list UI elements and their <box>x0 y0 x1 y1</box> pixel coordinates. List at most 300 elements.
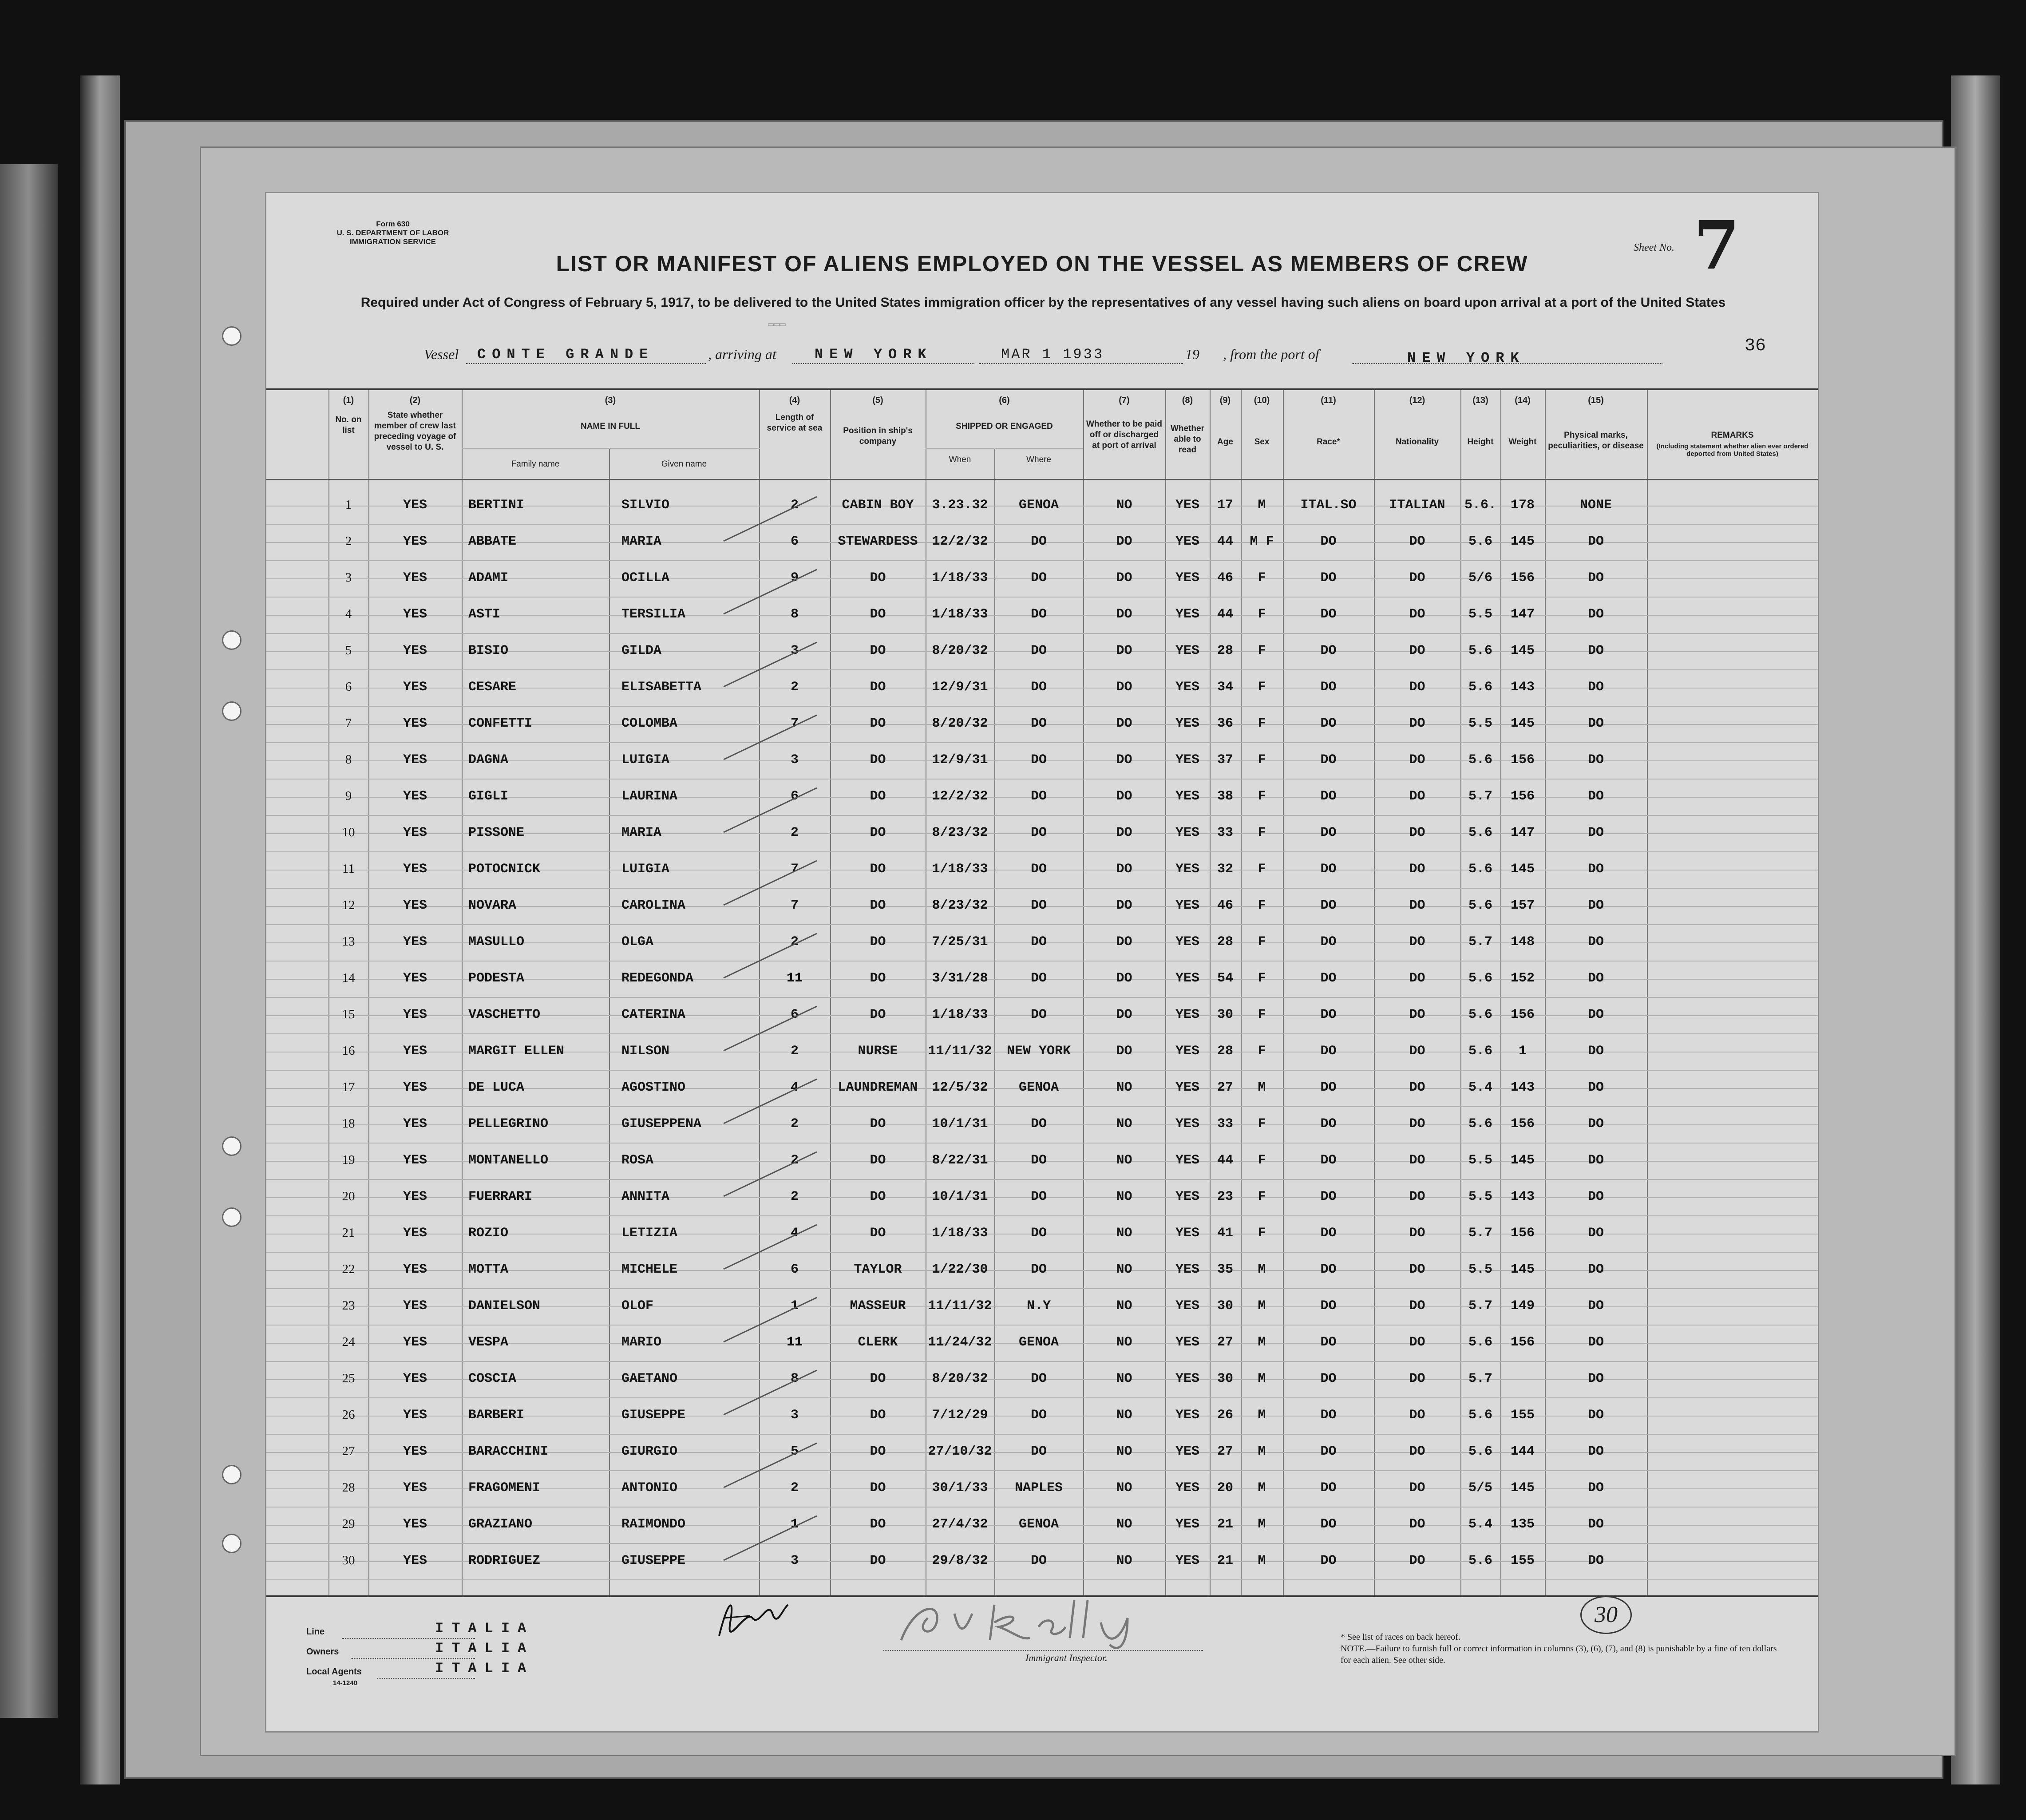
given-name: MICHELE <box>621 1262 678 1277</box>
family-name: RODRIGUEZ <box>468 1553 541 1568</box>
penalty-note: NOTE.—Failure to furnish full or correct information in columns (3), (6), (7), and (8) is punishable by a fine of ten dollars for each alien. See other side. <box>1341 1644 1777 1665</box>
given-name: RAIMONDO <box>621 1517 686 1532</box>
race: DO <box>1320 1444 1337 1459</box>
pencil-tick-marks <box>715 390 937 1589</box>
weight: 145 <box>1510 643 1535 658</box>
age: 34 <box>1217 680 1233 695</box>
family-name: POTOCNICK <box>468 862 541 877</box>
paid-off: DO <box>1116 971 1132 986</box>
race: DO <box>1320 1189 1337 1204</box>
binder-hole <box>222 1136 241 1156</box>
family-name: VASCHETTO <box>468 1007 541 1022</box>
nationality: DO <box>1409 752 1425 768</box>
height: 5.7 <box>1468 1226 1492 1241</box>
service-length: 8 <box>790 607 799 622</box>
row-number: 22 <box>342 1262 355 1276</box>
family-name: DANIELSON <box>468 1298 541 1314</box>
crew-status: YES <box>403 825 427 840</box>
position: MASSEUR <box>850 1298 906 1314</box>
weight: 145 <box>1510 1480 1535 1496</box>
given-name: GIURGIO <box>621 1444 678 1459</box>
shipped-where: DO <box>1030 1444 1047 1459</box>
sex: M <box>1258 498 1266 513</box>
paid-off: DO <box>1116 570 1132 586</box>
col-header-name-in-full: NAME IN FULL <box>580 422 641 431</box>
shipped-where: NEW YORK <box>1006 1044 1071 1059</box>
race: DO <box>1320 1371 1337 1386</box>
height: 5.6. <box>1464 498 1496 513</box>
shipped-where: DO <box>1030 1371 1047 1386</box>
row-number: 26 <box>342 1408 355 1422</box>
paid-off: DO <box>1116 534 1132 549</box>
age: 27 <box>1217 1080 1233 1095</box>
shipped-where: N.Y <box>1026 1298 1051 1314</box>
weight: 156 <box>1510 752 1535 768</box>
sex: M <box>1258 1408 1266 1423</box>
family-name: PELLEGRINO <box>468 1116 549 1132</box>
crew-status: YES <box>403 789 427 804</box>
given-name: MARIA <box>621 825 662 840</box>
shipped-when: 8/20/32 <box>932 643 988 658</box>
page-title: LIST OR MANIFEST OF ALIENS EMPLOYED ON THE VESSEL AS MEMBERS OF CREW <box>556 251 1528 276</box>
height: 5.6 <box>1468 1335 1492 1350</box>
crew-status: YES <box>403 1262 427 1277</box>
sex: M <box>1258 1553 1266 1568</box>
col-header-remarks-note: (Including statement whether alien ever ordered deported from United States) <box>1656 443 1808 458</box>
department-name: U. S. DEPARTMENT OF LABOR <box>336 229 449 237</box>
position: DO <box>870 1116 886 1132</box>
family-name: MOTTA <box>468 1262 509 1277</box>
height: 5.7 <box>1468 1371 1492 1386</box>
family-name: FUERRARI <box>468 1189 533 1204</box>
family-name: ROZIO <box>468 1226 509 1241</box>
age: 30 <box>1217 1007 1233 1022</box>
race: DO <box>1320 898 1337 913</box>
owners-label: Owners <box>306 1647 339 1657</box>
nationality: DO <box>1409 898 1425 913</box>
age: 44 <box>1217 607 1233 622</box>
given-name: ANNITA <box>621 1189 670 1204</box>
family-name: BARBERI <box>468 1408 525 1423</box>
service-length: 3 <box>790 1408 799 1423</box>
paid-off: DO <box>1116 680 1132 695</box>
page-subtitle: Required under Act of Congress of February 5, 1917, to be delivered to the United States immigration officer by the representatives of any vessel having such aliens on board upon arrival at a port of the United States <box>360 295 1726 310</box>
given-name: GILDA <box>621 643 662 658</box>
sex: M <box>1258 1298 1266 1314</box>
circled-count: 30 <box>1580 1596 1632 1634</box>
physical-marks: DO <box>1587 1480 1604 1496</box>
service-length: 6 <box>790 1262 799 1277</box>
height: 5.6 <box>1468 1044 1492 1059</box>
film-edge-left-inner <box>80 75 120 1784</box>
age: 32 <box>1217 862 1233 877</box>
given-name: GAETANO <box>621 1371 678 1386</box>
weight: 156 <box>1510 789 1535 804</box>
shipped-where: DO <box>1030 570 1047 586</box>
height: 5.5 <box>1468 607 1492 622</box>
shipped-when: 1/22/30 <box>932 1262 988 1277</box>
able-to-read: YES <box>1175 971 1199 986</box>
row-number: 3 <box>345 570 352 585</box>
family-name: GRAZIANO <box>468 1517 533 1532</box>
position: DO <box>870 789 886 804</box>
physical-marks: DO <box>1587 1517 1604 1532</box>
service-length: 3 <box>790 1553 799 1568</box>
position: DO <box>870 570 886 586</box>
service-length: 9 <box>790 570 799 586</box>
height: 5.6 <box>1468 752 1492 768</box>
shipped-when: 30/1/33 <box>932 1480 988 1496</box>
physical-marks: DO <box>1587 570 1604 586</box>
arriving-port: NEW YORK <box>815 346 933 363</box>
crew-status: YES <box>403 752 427 768</box>
shipped-when: 8/23/32 <box>932 898 988 913</box>
given-name: NILSON <box>621 1044 670 1059</box>
age: 44 <box>1217 1153 1233 1168</box>
col-num: (1) <box>343 396 354 405</box>
crew-status: YES <box>403 898 427 913</box>
form-identifier <box>324 220 462 246</box>
position: DO <box>870 898 886 913</box>
sex: F <box>1258 1153 1266 1168</box>
service-length: 2 <box>790 1116 799 1132</box>
nationality: DO <box>1409 789 1425 804</box>
sex: M <box>1258 1444 1266 1459</box>
race: DO <box>1320 1080 1337 1095</box>
given-name: LUIGIA <box>621 752 670 768</box>
row-number: 2 <box>345 534 352 548</box>
shipped-where: DO <box>1030 1116 1047 1132</box>
weight: 145 <box>1510 716 1535 731</box>
age: 23 <box>1217 1189 1233 1204</box>
crew-status: YES <box>403 1444 427 1459</box>
race: DO <box>1320 971 1337 986</box>
weight: 156 <box>1510 1007 1535 1022</box>
paid-off: NO <box>1116 1444 1132 1459</box>
paid-off: NO <box>1116 1262 1132 1277</box>
col-num: (9) <box>1219 396 1231 405</box>
crew-status: YES <box>403 1189 427 1204</box>
weight: 156 <box>1510 570 1535 586</box>
nationality: DO <box>1409 1517 1425 1532</box>
row-number: 23 <box>342 1298 355 1313</box>
col-num: (13) <box>1472 396 1488 405</box>
film-edge-right <box>1951 75 2000 1784</box>
nationality: DO <box>1409 825 1425 840</box>
able-to-read: YES <box>1175 1153 1199 1168</box>
able-to-read: YES <box>1175 570 1199 586</box>
paid-off: NO <box>1116 1335 1132 1350</box>
inspector-label: Immigrant Inspector. <box>1025 1652 1108 1663</box>
able-to-read: YES <box>1175 1371 1199 1386</box>
row-number: 10 <box>342 825 355 839</box>
physical-marks: DO <box>1587 789 1604 804</box>
height: 5.7 <box>1468 789 1492 804</box>
given-name: OLGA <box>621 934 654 950</box>
row-number: 21 <box>342 1226 355 1240</box>
race: DO <box>1320 1408 1337 1423</box>
height: 5.5 <box>1468 1189 1492 1204</box>
position: DO <box>870 1553 886 1568</box>
able-to-read: YES <box>1175 1517 1199 1532</box>
col-num: (15) <box>1588 396 1604 405</box>
inspector-signature <box>888 1596 1163 1649</box>
row-number: 16 <box>342 1044 355 1058</box>
sex: M <box>1258 1335 1266 1350</box>
height: 5.6 <box>1468 898 1492 913</box>
shipped-when: 12/5/32 <box>932 1080 988 1095</box>
age: 30 <box>1217 1371 1233 1386</box>
shipped-when: 8/20/32 <box>932 1371 988 1386</box>
nationality: DO <box>1409 1553 1425 1568</box>
height: 5.6 <box>1468 1116 1492 1132</box>
given-name: LAURINA <box>621 789 678 804</box>
given-name: GIUSEPPE <box>621 1408 686 1423</box>
sex: M <box>1258 1517 1266 1532</box>
position: CABIN BOY <box>842 498 914 513</box>
able-to-read: YES <box>1175 1080 1199 1095</box>
physical-marks: DO <box>1587 1189 1604 1204</box>
given-name: OCILLA <box>621 570 670 586</box>
family-name: MARGIT ELLEN <box>468 1044 565 1059</box>
service-length: 1 <box>790 1298 799 1314</box>
given-name: ANTONIO <box>621 1480 678 1496</box>
position: LAUNDREMAN <box>838 1080 918 1095</box>
year-label: 19 <box>1185 346 1199 362</box>
col-num: (3) <box>605 396 616 405</box>
service-length: 4 <box>790 1080 799 1095</box>
service-length: 6 <box>790 1007 799 1022</box>
family-name: BERTINI <box>468 498 525 513</box>
position: DO <box>870 862 886 877</box>
shipped-when: 11/11/32 <box>928 1044 992 1059</box>
row-number: 18 <box>342 1116 355 1131</box>
able-to-read: YES <box>1175 1408 1199 1423</box>
row-number: 8 <box>345 752 352 767</box>
row-number: 29 <box>342 1517 355 1531</box>
arriving-label: , arriving at <box>708 346 776 362</box>
race: DO <box>1320 1044 1337 1059</box>
family-name: ADAMI <box>468 570 509 586</box>
race: DO <box>1320 1116 1337 1132</box>
shipped-when: 1/18/33 <box>932 1226 988 1241</box>
shipped-when: 8/20/32 <box>932 716 988 731</box>
race: DO <box>1320 680 1337 695</box>
height: 5.6 <box>1468 971 1492 986</box>
service-length: 7 <box>790 716 799 731</box>
family-name: ASTI <box>468 607 501 622</box>
position: DO <box>870 825 886 840</box>
row-number: 12 <box>342 898 355 912</box>
shipped-where: DO <box>1030 607 1047 622</box>
from-label: , from the port of <box>1223 346 1319 362</box>
physical-marks: DO <box>1587 1153 1604 1168</box>
paid-off: DO <box>1116 789 1132 804</box>
shipped-where: DO <box>1030 752 1047 768</box>
height: 5.6 <box>1468 1408 1492 1423</box>
binder-hole <box>222 326 241 346</box>
nationality: DO <box>1409 1226 1425 1241</box>
age: 33 <box>1217 825 1233 840</box>
given-name: COLOMBA <box>621 716 678 731</box>
sex: F <box>1258 971 1266 986</box>
position: DO <box>870 1153 886 1168</box>
given-name: GIUSEPPENA <box>621 1116 702 1132</box>
height: 5.5 <box>1468 1153 1492 1168</box>
height: 5.4 <box>1468 1517 1492 1532</box>
age: 21 <box>1217 1553 1233 1568</box>
weight: 1 <box>1518 1044 1527 1059</box>
paid-off: NO <box>1116 1371 1132 1386</box>
able-to-read: YES <box>1175 1116 1199 1132</box>
position: DO <box>870 1371 886 1386</box>
shipped-when: 11/24/32 <box>928 1335 992 1350</box>
position: DO <box>870 752 886 768</box>
family-name: CONFETTI <box>468 716 533 731</box>
physical-marks: DO <box>1587 1298 1604 1314</box>
height: 5.6 <box>1468 1007 1492 1022</box>
service-length: 8 <box>790 1371 799 1386</box>
row-number: 7 <box>345 716 352 730</box>
able-to-read: YES <box>1175 680 1199 695</box>
weight: 148 <box>1510 934 1535 950</box>
crew-status: YES <box>403 934 427 950</box>
given-name: LETIZIA <box>621 1226 678 1241</box>
given-name: OLOF <box>621 1298 654 1314</box>
weight: 156 <box>1510 1335 1535 1350</box>
shipped-when: 12/2/32 <box>932 789 988 804</box>
weight: 156 <box>1510 1226 1535 1241</box>
vessel-label: Vessel <box>424 346 459 362</box>
crew-status: YES <box>403 1080 427 1095</box>
crew-status: YES <box>403 643 427 658</box>
binder-hole <box>222 1207 241 1227</box>
nationality: DO <box>1409 716 1425 731</box>
service-length: 7 <box>790 898 799 913</box>
physical-marks: DO <box>1587 1444 1604 1459</box>
col-header-nationality: Nationality <box>1395 437 1439 447</box>
service-length: 2 <box>790 934 799 950</box>
shipped-when: 1/18/33 <box>932 862 988 877</box>
nationality: DO <box>1409 1007 1425 1022</box>
physical-marks: DO <box>1587 1226 1604 1241</box>
able-to-read: YES <box>1175 1262 1199 1277</box>
weight: 156 <box>1510 1116 1535 1132</box>
faint-stamp: ▭▭▭ <box>768 319 786 330</box>
family-name: COSCIA <box>468 1371 517 1386</box>
sex: M <box>1258 1480 1266 1496</box>
paid-off: NO <box>1116 1517 1132 1532</box>
weight: 144 <box>1510 1444 1535 1459</box>
height: 5.7 <box>1468 934 1492 950</box>
given-name: MARIO <box>621 1335 662 1350</box>
shipped-where: DO <box>1030 680 1047 695</box>
height: 5/5 <box>1468 1480 1492 1496</box>
sheet-number: 7 <box>1694 206 1740 285</box>
shipped-where: DO <box>1030 716 1047 731</box>
height: 5.6 <box>1468 1553 1492 1568</box>
age: 33 <box>1217 1116 1233 1132</box>
col-num: (7) <box>1119 396 1130 405</box>
nationality: DO <box>1409 680 1425 695</box>
family-name: BARACCHINI <box>468 1444 549 1459</box>
able-to-read: YES <box>1175 643 1199 658</box>
row-number: 19 <box>342 1153 355 1167</box>
sex: M F <box>1250 534 1274 549</box>
position: DO <box>870 1226 886 1241</box>
crew-status: YES <box>403 1007 427 1022</box>
age: 27 <box>1217 1444 1233 1459</box>
physical-marks: DO <box>1587 862 1604 877</box>
row-number: 30 <box>342 1553 355 1567</box>
binder-hole <box>222 630 241 650</box>
service-length: 2 <box>790 1480 799 1496</box>
crew-status: YES <box>403 1335 427 1350</box>
age: 37 <box>1217 752 1233 768</box>
sheet-number-label: Sheet No. <box>1634 242 1674 253</box>
family-name: FRAGOMENI <box>468 1480 541 1496</box>
shipped-when: 27/4/32 <box>932 1517 988 1532</box>
sex: F <box>1258 607 1266 622</box>
footer-notes <box>1341 1631 1785 1666</box>
physical-marks: DO <box>1587 825 1604 840</box>
nationality: DO <box>1409 534 1425 549</box>
weight: 143 <box>1510 1080 1535 1095</box>
shipped-when: 7/12/29 <box>932 1408 988 1423</box>
sex: F <box>1258 1226 1266 1241</box>
given-name: LUIGIA <box>621 862 670 877</box>
col-num: (4) <box>789 396 800 405</box>
crew-status: YES <box>403 607 427 622</box>
service-length: 3 <box>790 643 799 658</box>
family-name: CESARE <box>468 680 517 695</box>
position: DO <box>870 1517 886 1532</box>
col-header-given-name: Given name <box>661 459 707 469</box>
height: 5.7 <box>1468 1298 1492 1314</box>
given-name: TERSILIA <box>621 607 686 622</box>
service-length: 2 <box>790 825 799 840</box>
shipped-when: 10/1/31 <box>932 1116 988 1132</box>
able-to-read: YES <box>1175 1444 1199 1459</box>
service-length: 2 <box>790 1189 799 1204</box>
race-note: * See list of races on back hereof. <box>1341 1632 1460 1642</box>
shipped-when: 29/8/32 <box>932 1553 988 1568</box>
paid-off: DO <box>1116 898 1132 913</box>
service-length: 11 <box>786 1335 803 1350</box>
race: DO <box>1320 1226 1337 1241</box>
col-header-length-of-service: Length of service at sea <box>767 413 823 433</box>
weight: 149 <box>1510 1298 1535 1314</box>
able-to-read: YES <box>1175 1553 1199 1568</box>
age: 26 <box>1217 1408 1233 1423</box>
physical-marks: DO <box>1587 1262 1604 1277</box>
age: 38 <box>1217 789 1233 804</box>
paid-off: NO <box>1116 1408 1132 1423</box>
weight: 145 <box>1510 534 1535 549</box>
binder-hole <box>222 701 241 721</box>
family-name: BISIO <box>468 643 509 658</box>
service-length: 2 <box>790 498 799 513</box>
race: DO <box>1320 752 1337 768</box>
weight: 143 <box>1510 1189 1535 1204</box>
position: STEWARDESS <box>838 534 918 549</box>
age: 27 <box>1217 1335 1233 1350</box>
age: 54 <box>1217 971 1233 986</box>
weight: 135 <box>1510 1517 1535 1532</box>
crew-status: YES <box>403 570 427 586</box>
crew-status: YES <box>403 680 427 695</box>
crew-status: YES <box>403 1044 427 1059</box>
